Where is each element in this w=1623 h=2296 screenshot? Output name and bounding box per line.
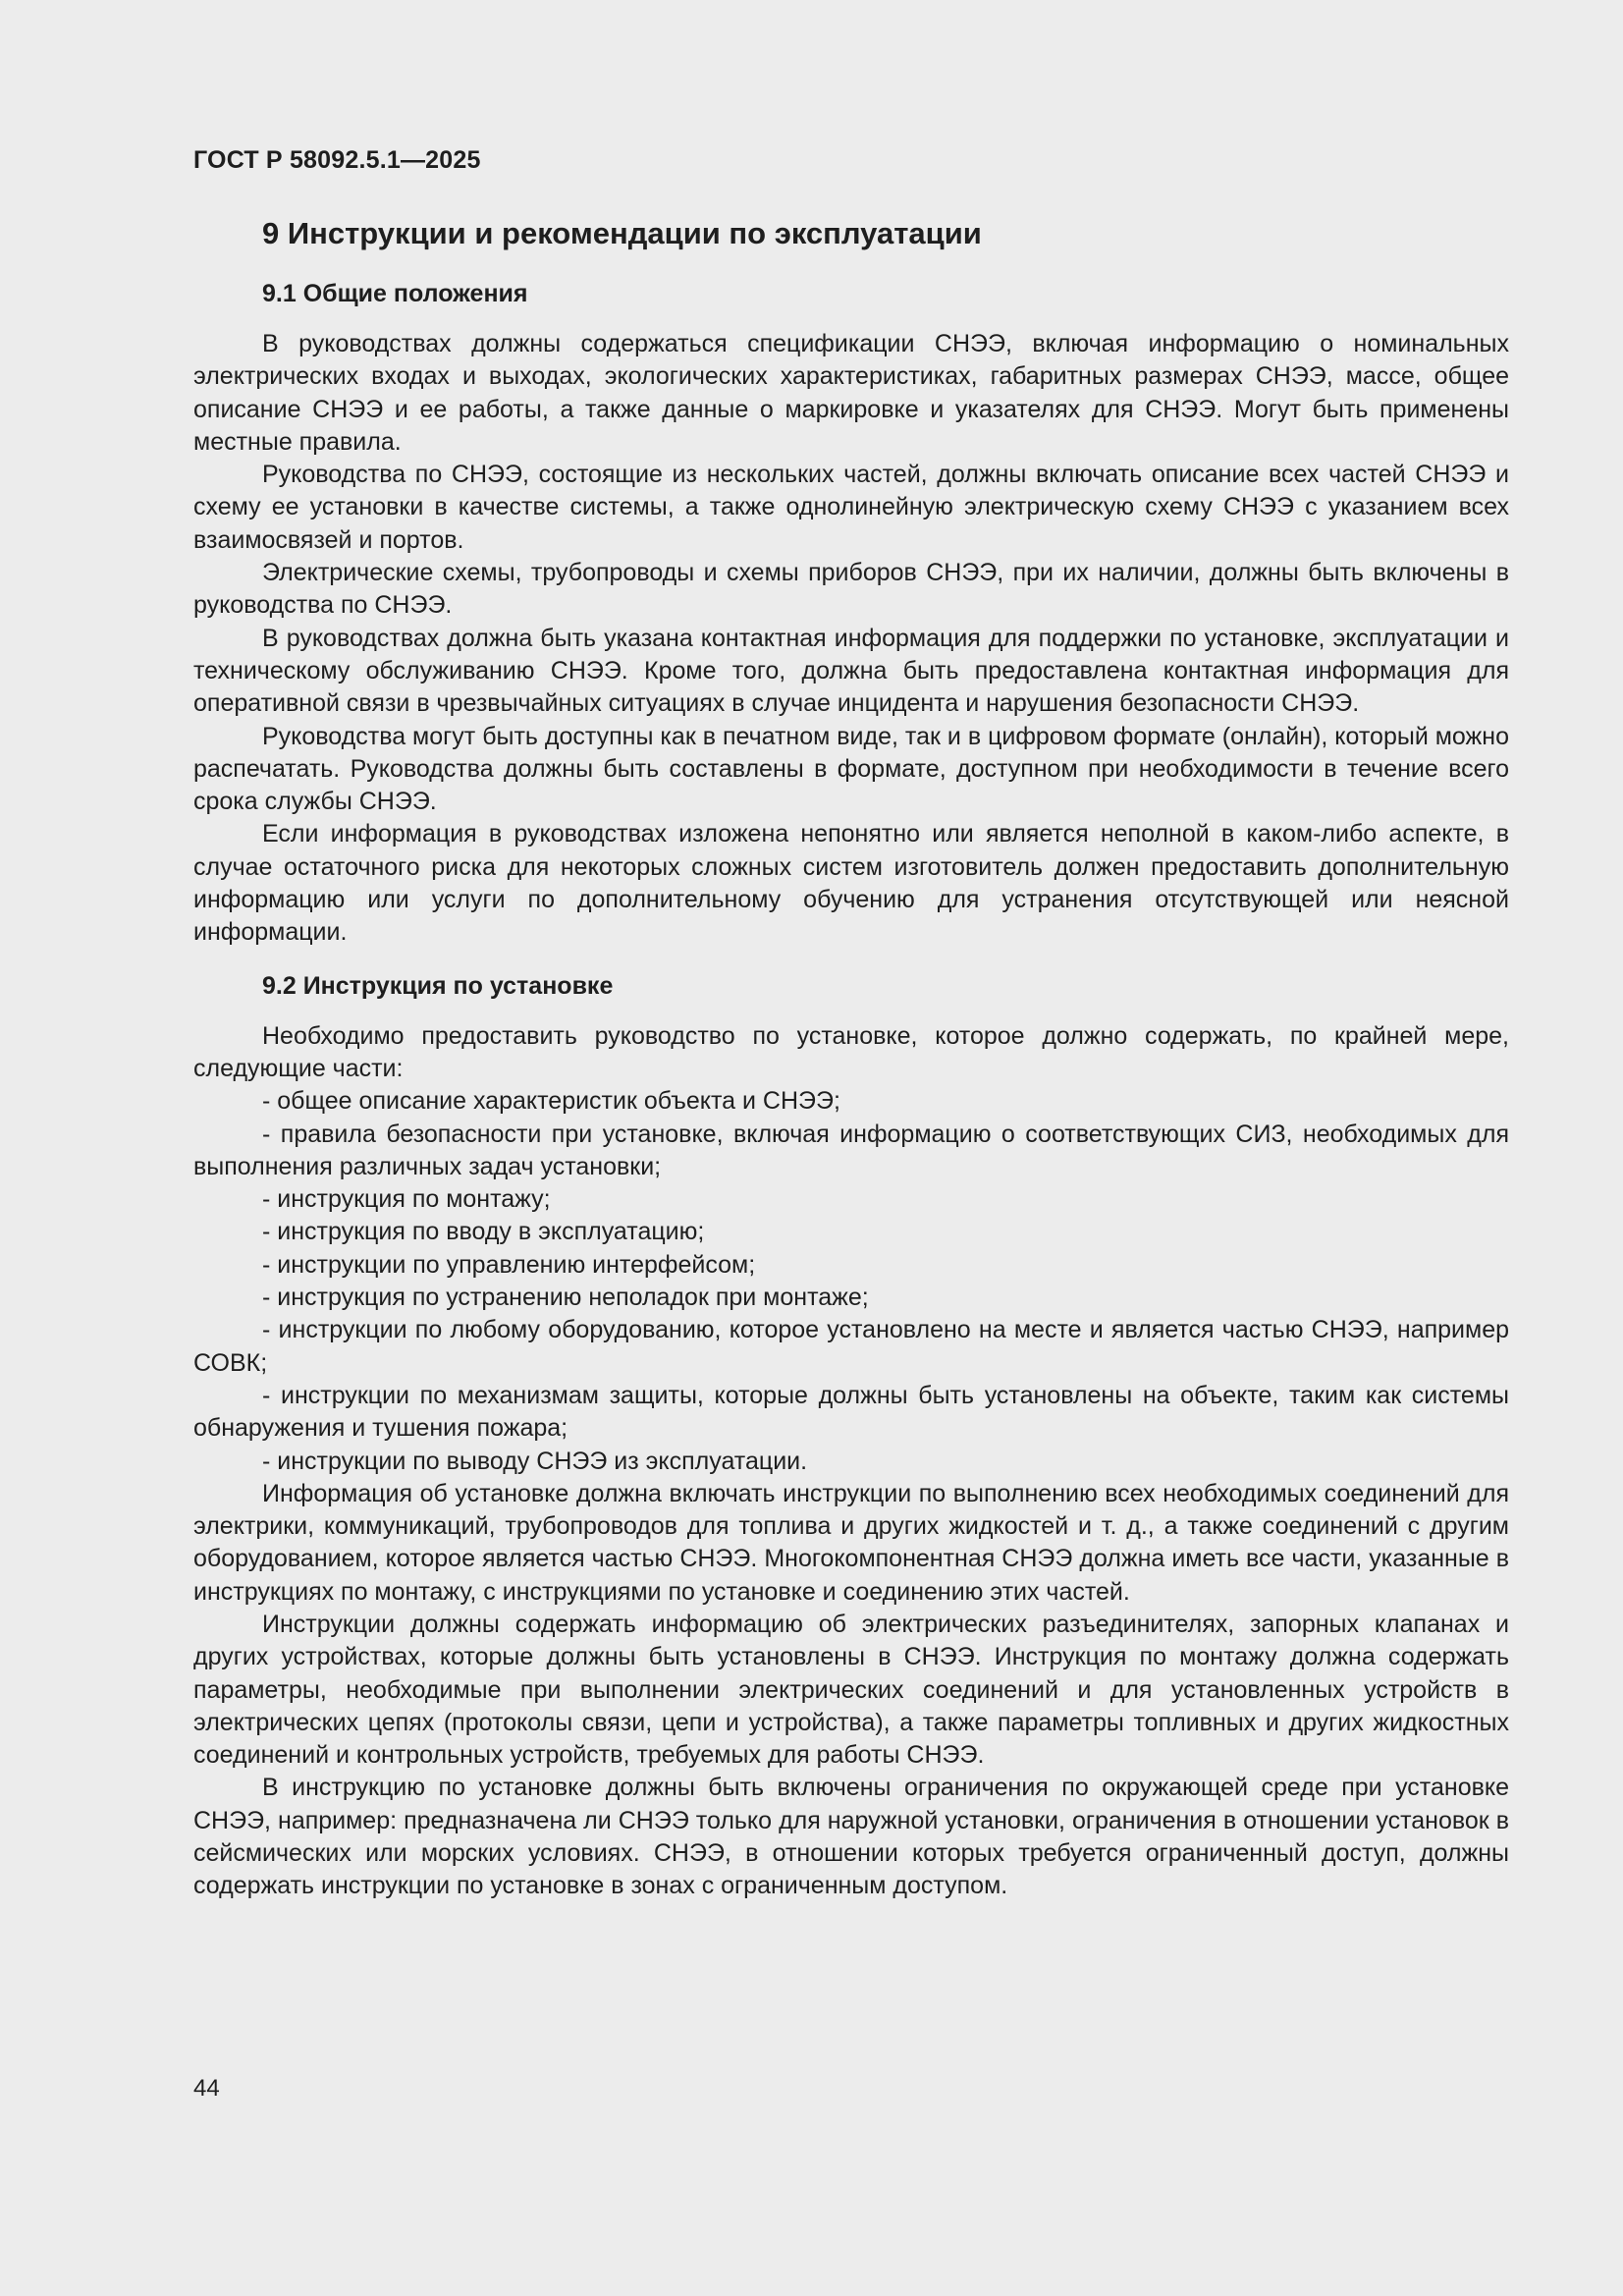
list-item: - инструкции по выводу СНЭЭ из эксплуатации. <box>262 1447 808 1475</box>
subsection-title-installation: 9.2 Инструкция по установке <box>262 971 614 1000</box>
paragraph: Необходимо предоставить руководство по установке, которое должно содержать, по крайней мере, следующие части: <box>193 1021 1509 1082</box>
list-item: - инструкции по механизмам защиты, которые должны быть установлены на объекте, таким как системы обнаружения и тушения пожара; <box>193 1381 1509 1443</box>
paragraph: Информация об установке должна включать инструкции по выполнению всех необходимых соединений для электрики, коммуникаций, трубопроводов для топлива и других жидкостей и т. д., а также соединений с другим оборудованием, которое является частью СНЭЭ. Многокомпонентная СНЭЭ должна иметь все части, указанные в инструкциях по монтажу, с инструкциями по установке и соединению этих частей. <box>193 1479 1509 1606</box>
list-item: - инструкция по устранению неполадок при монтаже; <box>262 1284 869 1312</box>
list-item: - правила безопасности при установке, включая информацию о соответствующих СИЗ, необходимых для выполнения различных задач установки; <box>193 1120 1509 1180</box>
list-item: - инструкция по вводу в эксплуатацию; <box>262 1218 705 1246</box>
list-item: - инструкция по монтажу; <box>262 1185 551 1214</box>
paragraph: В руководствах должны содержаться спецификации СНЭЭ, включая информацию о номинальных электрических входах и выходах, экологических характеристиках, габаритных размерах СНЭЭ, массе, общее описание СНЭЭ и ее работы, а также данные о маркировке и указателях для СНЭЭ. Могут быть применены местные правила. <box>193 330 1509 456</box>
paragraph: Руководства по СНЭЭ, состоящие из нескольких частей, должны включать описание всех частей СНЭЭ и схему ее установки в качестве системы, а также однолинейную электрическую схему СНЭЭ с указанием всех взаимосвязей и портов. <box>193 461 1509 554</box>
paragraph: В руководствах должна быть указана контактная информация для поддержки по установке, эксплуатации и техническому обслуживанию СНЭЭ. Кроме того, должна быть предоставлена контактная информация для оперативной связи в чрезвычайных ситуациях в случае инцидента и нарушения безопасности СНЭЭ. <box>193 624 1509 718</box>
subsection-title-general: 9.1 Общие положения <box>262 280 528 307</box>
page-number: 44 <box>193 2075 220 2102</box>
paragraph: Руководства могут быть доступны как в печатном виде, так и в цифровом формате (онлайн), который можно распечатать. Руководства должны быть составлены в формате, доступном при необходимости в течение всего срока службы СНЭЭ. <box>193 722 1509 816</box>
list-item: - общее описание характеристик объекта и СНЭЭ; <box>262 1087 840 1116</box>
document-page <box>193 145 1509 1903</box>
paragraph: В инструкцию по установке должны быть включены ограничения по окружающей среде при установке СНЭЭ, например: предназначена ли СНЭЭ только для наружной установки, ограничения в отношении установок в сейсмических или морских условиях. СНЭЭ, в отношении которых требуется ограниченный доступ, должны содержать инструкции по установке в зонах с ограниченным доступом. <box>193 1774 1509 1900</box>
document-header: ГОСТ Р 58092.5.1—2025 <box>193 146 481 174</box>
section-title: 9 Инструкции и рекомендации по эксплуатации <box>262 216 982 250</box>
paragraph: Электрические схемы, трубопроводы и схемы приборов СНЭЭ, при их наличии, должны быть включены в руководства по СНЭЭ. <box>193 559 1509 620</box>
paragraph: Инструкции должны содержать информацию об электрических разъединителях, запорных клапанах и других устройствах, которые должны быть установлены в СНЭЭ. Инструкция по монтажу должна содержать параметры, необходимые при выполнении электрических соединений и для установленных устройств в электрических цепях (протоколы связи, цепи и устройства), а также параметры топливных и других жидкостных соединений и контрольных устройств, требуемых для работы СНЭЭ. <box>193 1610 1509 1770</box>
paragraph: Если информация в руководствах изложена непонятно или является неполной в каком-либо аспекте, в случае остаточного риска для некоторых сложных систем изготовитель должен предоставить дополнительную информацию или услуги по дополнительному обучению для устранения отсутствующей или неясной информации. <box>193 820 1509 947</box>
list-item: - инструкции по любому оборудованию, которое установлено на месте и является частью СНЭЭ, например СОВК; <box>193 1316 1509 1377</box>
list-item: - инструкции по управлению интерфейсом; <box>262 1250 756 1279</box>
